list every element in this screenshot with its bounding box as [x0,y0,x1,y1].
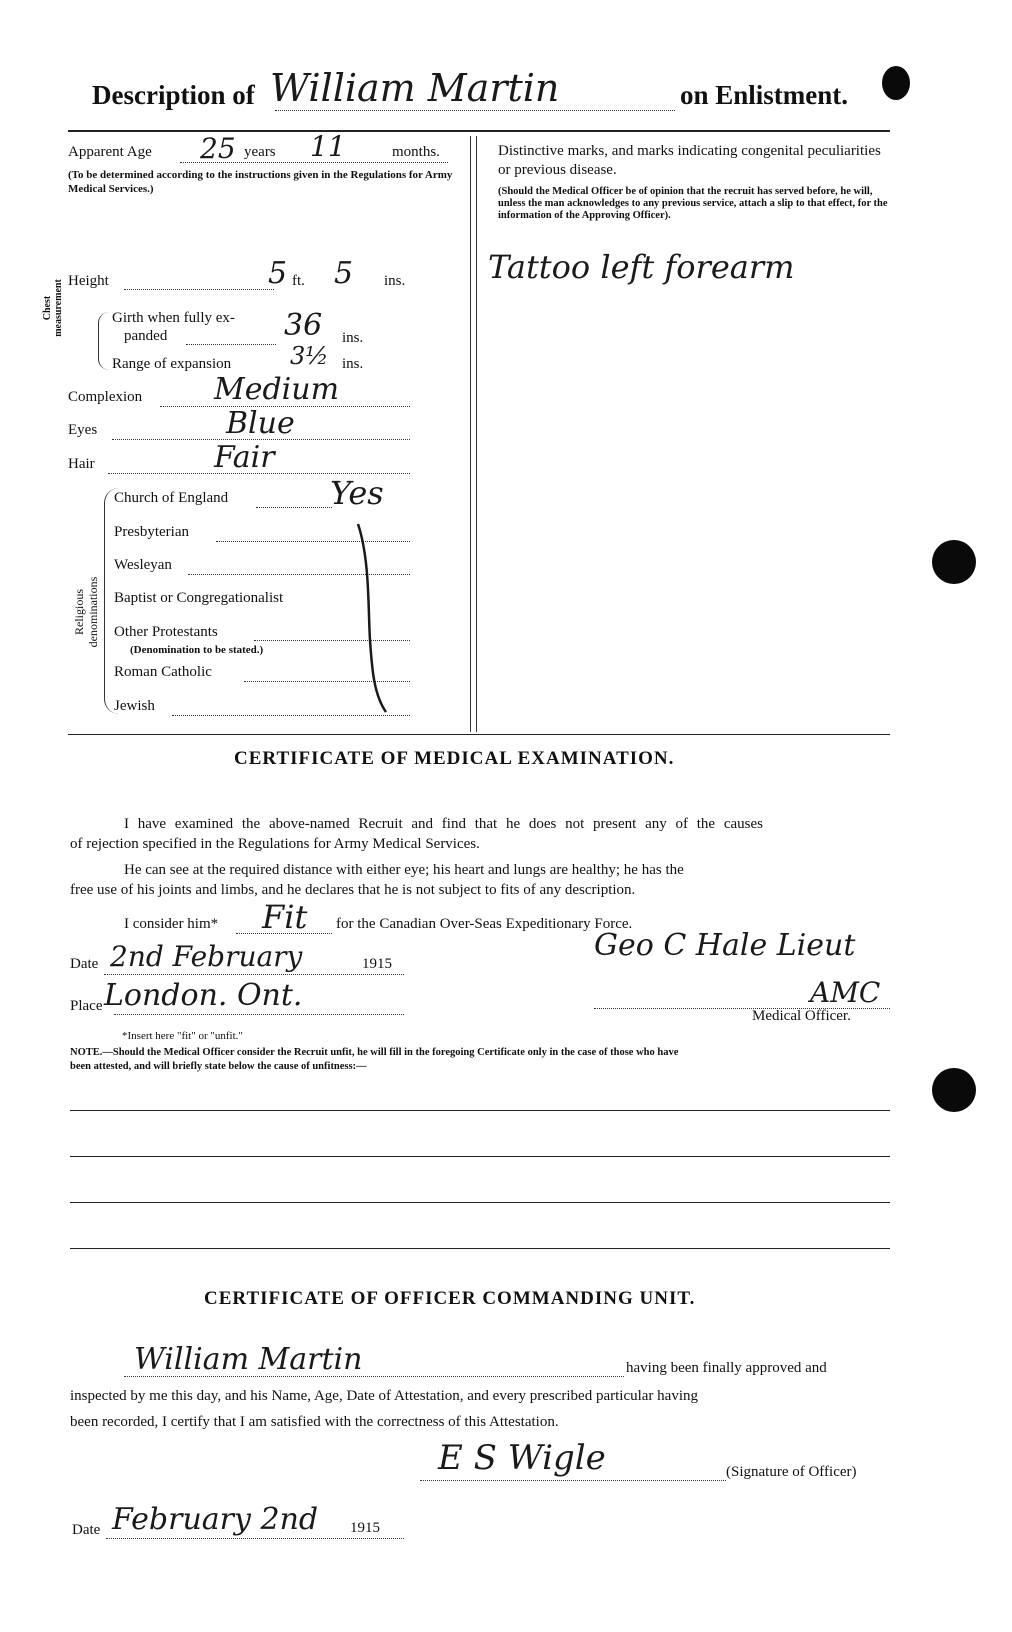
column-divider [470,136,471,732]
medical-date-label: Date [70,956,99,972]
commanding-date-value: February 2nd [112,1502,319,1537]
medical-officer-label: Medical Officer. [752,1008,851,1024]
religion-other-note: (Denomination to be stated.) [130,644,264,656]
commanding-date-label: Date [72,1522,101,1538]
medical-date-line [104,974,404,975]
unfitness-line-2 [70,1156,890,1157]
hair-label: Hair [68,456,95,472]
medical-note-line1: NOTE.—Should the Medical Officer consider the Recruit unfit, he will fill in the foregoing Certificate only in the case of those who have [70,1047,679,1058]
chest-girth-label-1: Girth when fully ex- [112,310,235,326]
medical-para2-line2: free use of his joints and limbs, and he declares that he is not subject to fits of any description. [70,882,636,898]
unfitness-line-4 [70,1248,890,1249]
medical-signature: Geo C Hale Lieut [594,928,856,963]
marks-note: (Should the Medical Officer be of opinion that the recruit has served before, he will, unless the man acknowledges to any previous service, attach a slip to that effect, for the information of the Approving Officer). [498,186,888,221]
chest-range-unit: ins. [342,356,364,372]
commanding-date-year: 1915 [350,1520,380,1536]
age-label: Apparent Age [68,144,152,160]
complexion-label: Complexion [68,389,143,405]
binder-hole-top [882,66,910,100]
medical-date-value: 2nd February [110,940,303,973]
age-dotted-line [180,162,448,163]
section-rule-1 [68,734,890,735]
commanding-name: William Martin [134,1342,363,1377]
religion-jewish: Jewish [114,698,155,714]
complexion-value: Medium [214,372,340,407]
height-in-label: ins. [384,273,406,289]
medical-place-line [114,1014,404,1015]
unfitness-line-1 [70,1110,890,1111]
age-months-label: months. [392,144,440,160]
medical-date-year: 1915 [362,956,392,972]
religion-coe-line [256,507,332,508]
recruit-name: William Martin [270,66,560,110]
medical-para2-line1: He can see at the required distance with either eye; his heart and lungs are healthy; he has the [124,862,684,878]
religion-side-label: Religious denominations [72,576,100,648]
age-months-value: 11 [310,130,346,163]
religion-wesleyan: Wesleyan [114,557,172,573]
height-ft-value: 5 [268,256,288,291]
chest-girth-label-2: panded [124,328,168,344]
height-ft-label: ft. [292,273,305,289]
chest-girth-value: 36 [284,308,323,343]
chest-girth-dotted-line [186,344,276,345]
religion-roman-catholic: Roman Catholic [114,664,212,680]
religion-ditto-stroke [350,520,400,720]
medical-insert-note: *Insert here "fit" or "unfit." [122,1030,243,1042]
medical-place-value: London. Ont. [104,978,303,1013]
medical-signature-unit: AMC [810,976,881,1009]
age-years-value: 25 [200,132,236,165]
medical-consider-prefix: I consider him* [124,916,219,932]
medical-consider-value: Fit [262,898,308,936]
header-name-line [275,110,675,111]
height-in-value: 5 [334,256,354,291]
chest-range-label: Range of expansion [112,356,232,372]
commanding-line3: been recorded, I certify that I am satisfied with the correctness of this Attestation. [70,1414,559,1430]
height-dotted-line [124,289,274,290]
religion-church-of-england: Church of England [114,490,229,506]
commanding-line2: inspected by me this day, and his Name, Age, Date of Attestation, and every prescribed particular having [70,1388,699,1404]
marks-value: Tattoo left forearm [488,248,795,286]
header-prefix: Description of [92,80,255,110]
height-label: Height [68,273,109,289]
medical-consider-line [236,933,332,934]
binder-hole-middle [932,540,976,584]
medical-para1-line1: I have examined the above-named Recruit and find that he does not present any of the causes [124,816,763,832]
religion-baptist: Baptist or Congregationalist [114,590,284,606]
binder-hole-lower [932,1068,976,1112]
commanding-signature: E S Wigle [438,1438,606,1478]
medical-title: CERTIFICATE OF MEDICAL EXAMINATION. [234,748,675,769]
column-divider-inner [476,136,477,732]
commanding-signature-label: (Signature of Officer) [726,1464,857,1480]
eyes-label: Eyes [68,422,98,438]
commanding-title: CERTIFICATE OF OFFICER COMMANDING UNIT. [204,1288,696,1309]
header-suffix: on Enlistment. [680,80,849,110]
chest-bracket [98,312,109,370]
medical-para1-line2: of rejection specified in the Regulations for Army Medical Services. [70,836,480,852]
chest-range-value: 3½ [290,342,329,370]
commanding-signature-line [420,1480,726,1481]
medical-place-label: Place [70,998,103,1014]
medical-note-line2: been attested, and will briefly state below the cause of unfitness:— [70,1061,367,1072]
top-rule [68,130,890,132]
age-years-label: years [244,144,276,160]
commanding-line1-suffix: having been finally approved and [626,1360,827,1376]
chest-girth-unit: ins. [342,330,364,346]
hair-value: Fair [214,440,275,475]
religion-answer: Yes [330,474,384,512]
medical-consider-suffix: for the Canadian Over-Seas Expeditionary Force. [336,916,633,932]
marks-heading: Distinctive marks, and marks indicating congenital peculiarities or previous disease. [498,143,881,178]
chest-side-label: Chest measurement [42,279,64,337]
unfitness-line-3 [70,1202,890,1203]
commanding-date-line [106,1538,404,1539]
commanding-name-line [124,1376,624,1377]
eyes-value: Blue [226,406,295,441]
age-note: (To be determined according to the instructions given in the Regulations for Army Medical Services.) [68,169,453,195]
religion-presbyterian: Presbyterian [114,524,189,540]
religion-other: Other Protestants [114,624,218,640]
